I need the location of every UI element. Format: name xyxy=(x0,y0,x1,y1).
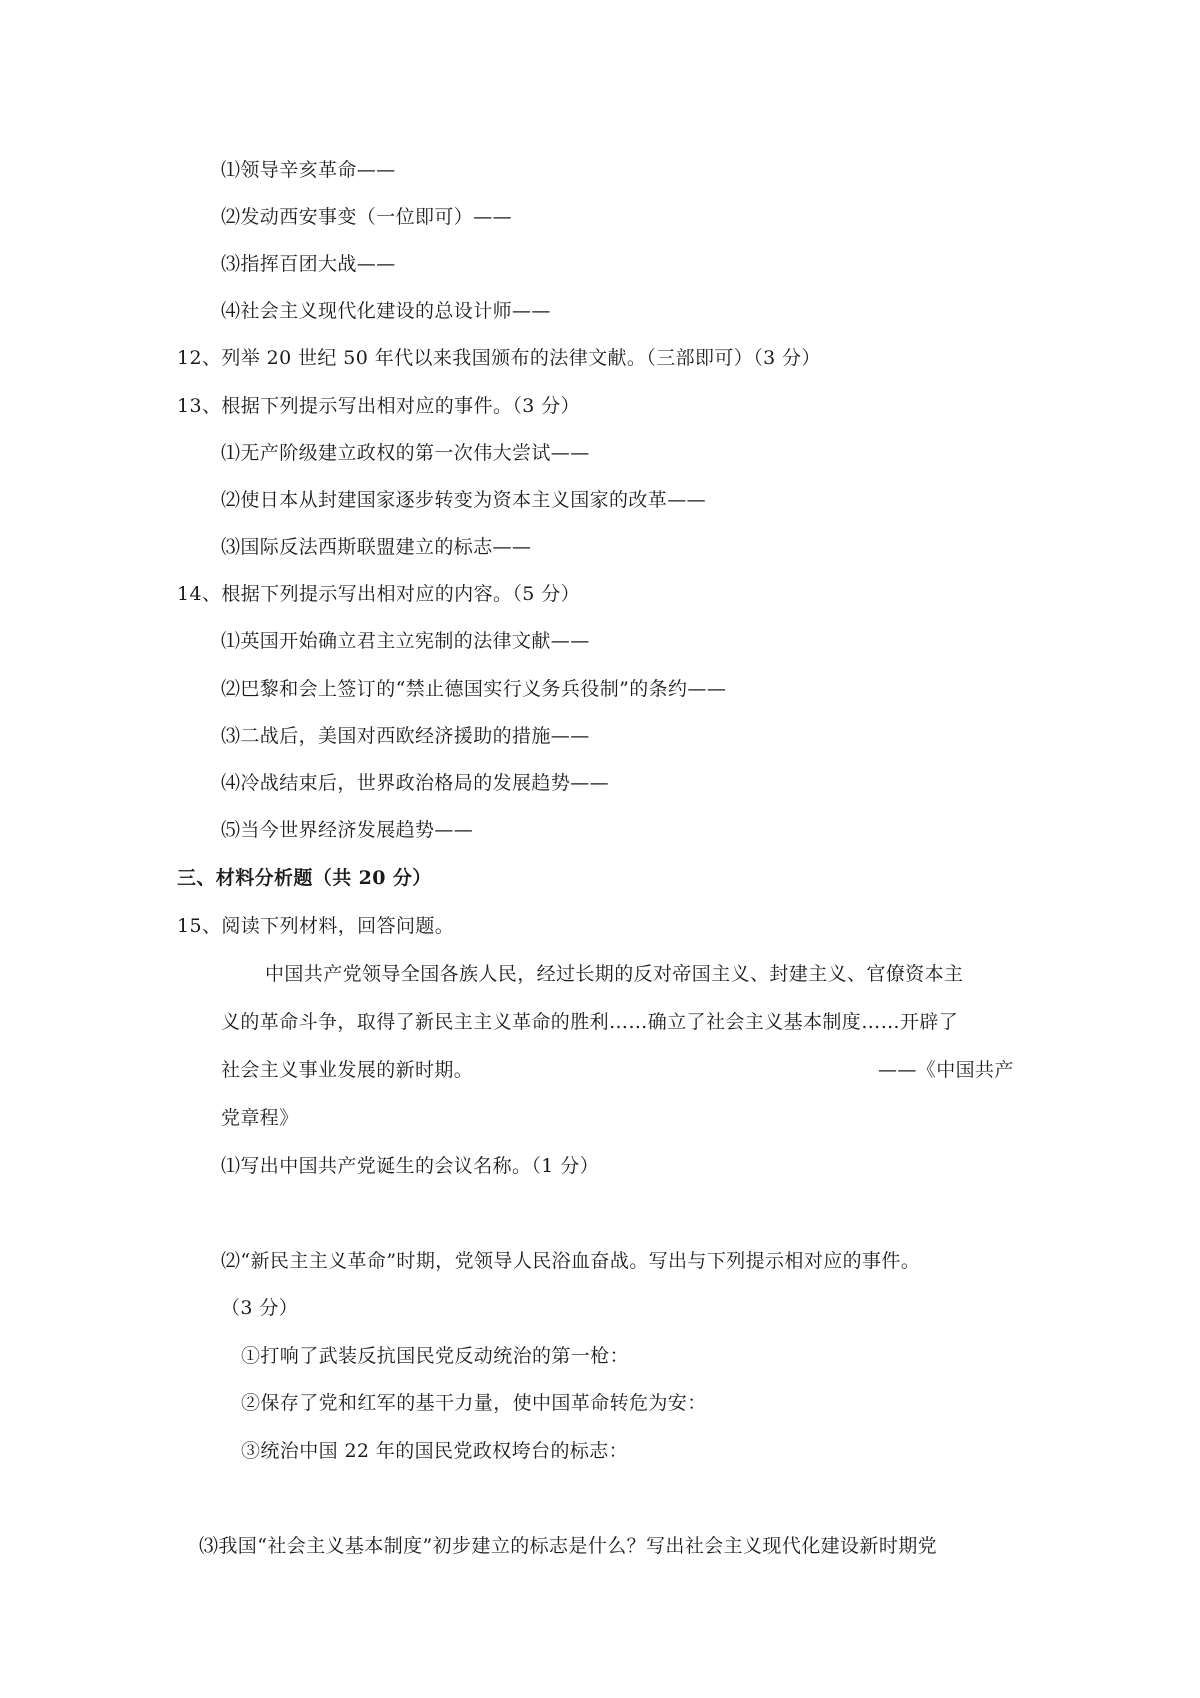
material-line-1: 中国共产党领导全国各族人民，经过长期的反对帝国主义、封建主义、官僚资本主 xyxy=(265,963,964,985)
q11-item-4: ⑷社会主义现代化建设的总设计师—— xyxy=(221,300,551,322)
q13-item-3: ⑶国际反法西斯联盟建立的标志—— xyxy=(221,536,532,558)
q15-sub-2-item-3: ③统治中国 22 年的国民党政权垮台的标志： xyxy=(241,1440,629,1462)
q13-item-2: ⑵使日本从封建国家逐步转变为资本主义国家的改革—— xyxy=(221,489,707,511)
q14-item-4: ⑷冷战结束后，世界政治格局的发展趋势—— xyxy=(221,772,610,794)
question-15: 15、阅读下列材料，回答问题。 xyxy=(177,915,455,937)
question-13: 13、根据下列提示写出相对应的事件。（3 分） xyxy=(177,395,581,417)
q13-item-1: ⑴无产阶级建立政权的第一次伟大尝试—— xyxy=(221,442,590,464)
question-12: 12、列举 20 世纪 50 年代以来我国颁布的法律文献。（三部即可）（3 分） xyxy=(177,347,821,369)
material-source-continued: 党章程》 xyxy=(221,1107,299,1129)
q14-item-3: ⑶二战后，美国对西欧经济援助的措施—— xyxy=(221,725,590,747)
question-14: 14、根据下列提示写出相对应的内容。（5 分） xyxy=(177,583,581,605)
q11-item-3: ⑶指挥百团大战—— xyxy=(221,253,396,275)
q11-item-1: ⑴领导辛亥革命—— xyxy=(221,159,396,181)
material-line-2: 义的革命斗争，取得了新民主主义革命的胜利……确立了社会主义基本制度……开辟了 xyxy=(221,1011,959,1033)
q15-sub-2-points: （3 分） xyxy=(221,1297,299,1319)
q15-sub-2: ⑵“新民主主义革命”时期，党领导人民浴血奋战。写出与下列提示相对应的事件。 xyxy=(221,1250,921,1272)
section-title: 三、材料分析题（共 20 分） xyxy=(177,867,432,889)
q14-item-5: ⑸当今世界经济发展趋势—— xyxy=(221,819,474,841)
q14-item-2: ⑵巴黎和会上签订的“禁止德国实行义务兵役制”的条约—— xyxy=(221,678,727,700)
q11-item-2: ⑵发动西安事变（一位即可）—— xyxy=(221,206,513,228)
q15-sub-2-item-1: ①打响了武装反抗国民党反动统治的第一枪： xyxy=(241,1345,630,1367)
q15-sub-2-item-2: ②保存了党和红军的基干力量，使中国革命转危为安： xyxy=(241,1392,707,1414)
material-source: ——《中国共产 xyxy=(878,1059,1014,1081)
q15-sub-1: ⑴写出中国共产党诞生的会议名称。（1 分） xyxy=(221,1155,600,1177)
q15-sub-3: ⑶我国“社会主义基本制度”初步建立的标志是什么？写出社会主义现代化建设新时期党 xyxy=(199,1535,938,1557)
q14-item-1: ⑴英国开始确立君主立宪制的法律文献—— xyxy=(221,630,590,652)
material-line-3: 社会主义事业发展的新时期。 xyxy=(221,1059,474,1081)
